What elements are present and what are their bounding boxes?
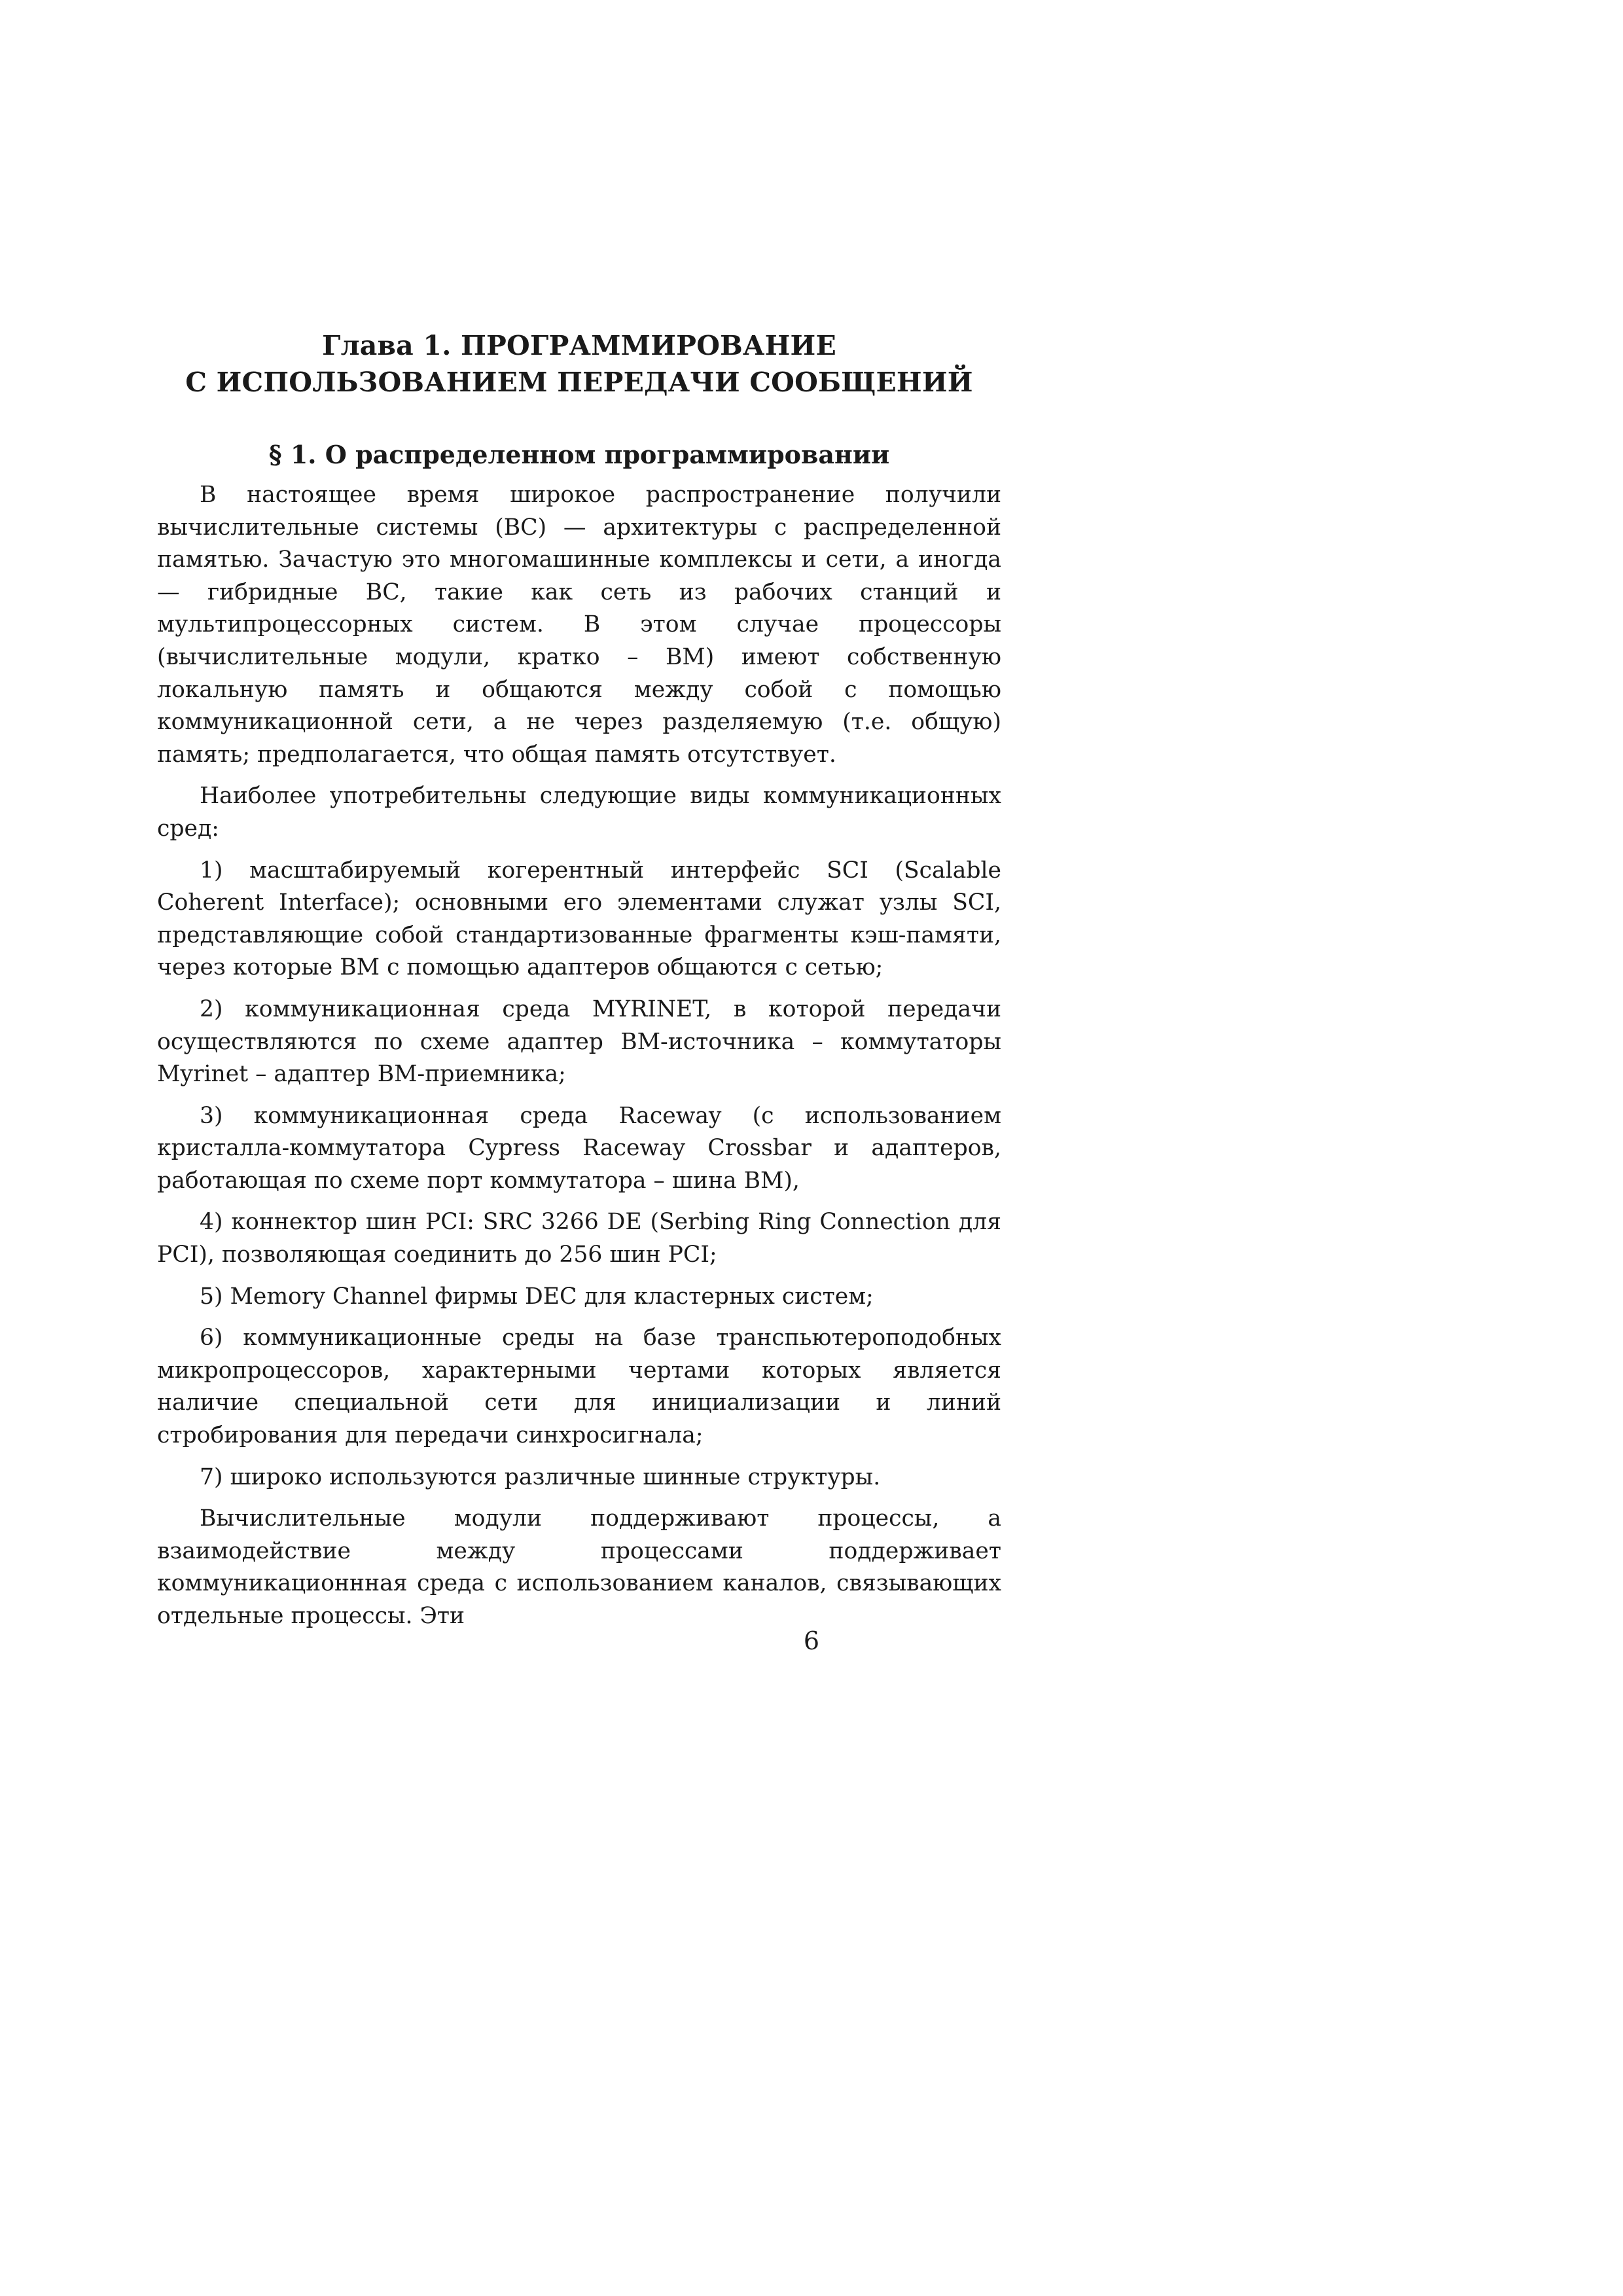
paragraph-intro: В настоящее время широкое распространение получили вычислительные системы (ВС) — архитектуры с распределенной памятью. Зачастую это многомашинные комплексы и сети, а иногда — гибридные ВС, такие как сеть из рабочих станций и мультипроцессорных систем. В этом случае процессоры (вычислительные модули, кратко – ВМ) имеют собственную локальную память и общаются между собой с помощью коммуникационной сети, а не через разделяемую (т.е. общую) память; предполагается, что общая память отсутствует. [157,482,1001,768]
list-item-myrinet: 2) коммуникационная среда MYRINET, в которой передачи осуществляются по схеме адаптер ВМ-источника – коммутаторы Myrinet – адаптер ВМ-приемника; [157,996,1001,1088]
list-item-transputer: 6) коммуникационные среды на базе транспьютероподобных микропроцессоров, характерными чертами которых является наличие специальной сети для инициализации и линий стробирования для передачи синхросигнала; [157,1325,1001,1449]
list-item-sci: 1) масштабируемый когерентный интерфейс SCI (Scalable Coherent Interface); основными его элементами служат узлы SCI, представляющие собой стандартизованные фрагменты кэш-памяти, через которые ВМ с помощью адаптеров общаются с сетью; [157,857,1001,981]
chapter-title-line-2: С ИСПОЛЬЗОВАНИЕМ ПЕРЕДАЧИ СООБЩЕНИЙ [185,367,973,398]
paragraph-modules: Вычислительные модули поддерживают процессы, а взаимодействие между процессами поддерживает коммуникационнная среда с использованием каналов, связывающих отдельные процессы. Эти [157,1505,1001,1629]
list-item-bus: 7) широко используются различные шинные структуры. [200,1463,881,1490]
page-content [157,327,1001,1633]
page-number: 6 [803,1626,820,1655]
list-item-raceway: 3) коммуникационная среда Raceway (с использованием кристалла-коммутатора Cypress Raceway Crossbar и адаптеров, работающая по схеме порт коммутатора – шина ВМ), [157,1102,1001,1194]
chapter-title [157,327,1001,401]
paragraph-media-lead: Наиболее употребительны следующие виды коммуникационных сред: [157,783,1001,842]
list-item-pci: 4) коннектор шин PCI: SRC 3266 DE (Serbing Ring Connection для PCI), позволяющая соединить до 256 шин PCI; [157,1209,1001,1268]
list-item-memory-channel: 5) Memory Channel фирмы DEC для кластерных систем; [200,1283,874,1310]
section-title: § 1. О распределенном программировании [268,440,890,469]
chapter-title-line-1: Глава 1. ПРОГРАММИРОВАНИЕ [322,330,836,361]
